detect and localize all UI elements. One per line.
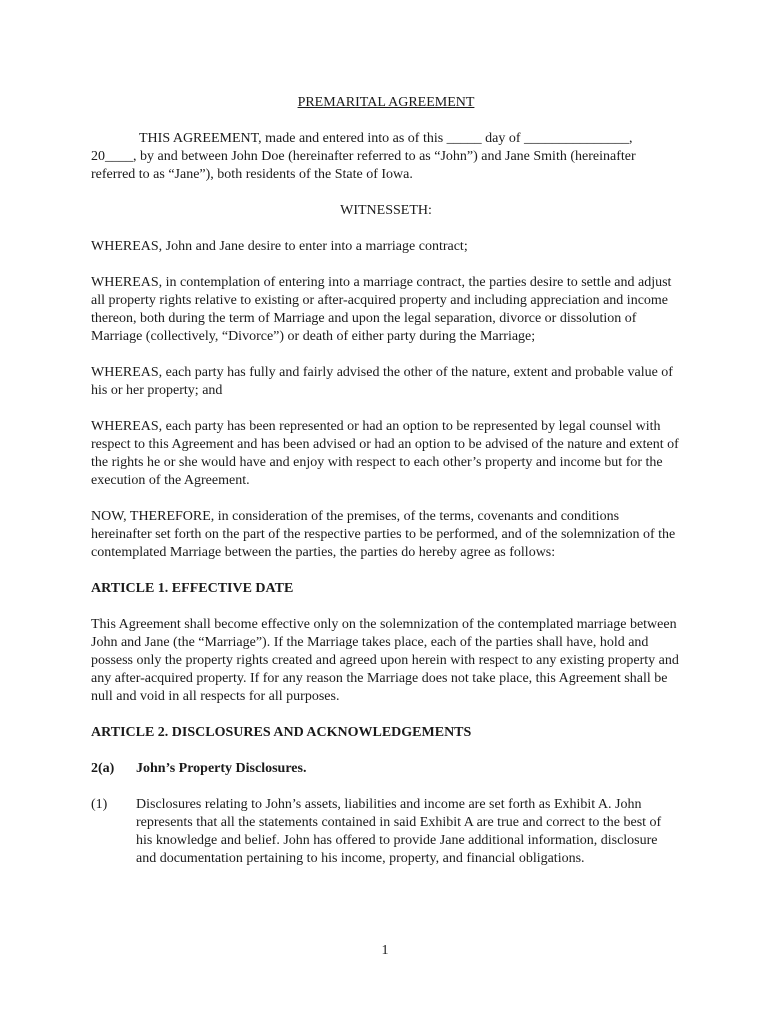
intro-paragraph: THIS AGREEMENT, made and entered into as of this _____ day of _______________, 20____, by and between John Doe (hereinafter referred to as “John”) and Jane Smith (hereinafter referred to as “Jane”), both residents of the State of Iowa. bbox=[91, 131, 636, 182]
whereas-paragraph-1: WHEREAS, John and Jane desire to enter into a marriage contract; bbox=[91, 239, 468, 254]
whereas-paragraph-4: WHEREAS, each party has been represented or had an option to be represented by legal counsel with respect to this Agreement and has been advised or had an option to be advised of the nature and extent of the rights he or she would have and enjoy with respect to each other’s property and income but for the execution of the Agreement. bbox=[91, 419, 679, 488]
page-number: 1 bbox=[381, 943, 389, 958]
witnesseth-heading: WITNESSETH: bbox=[340, 203, 432, 218]
item-1 bbox=[91, 796, 681, 868]
section-2a bbox=[91, 760, 681, 778]
now-therefore-paragraph: NOW, THEREFORE, in consideration of the premises, of the terms, covenants and conditions hereinafter set forth on the part of the respective parties to be performed, and of the solemnization of the contemplated Marriage between the parties, the parties do hereby agree as follows: bbox=[91, 509, 676, 560]
article-2-heading: ARTICLE 2. DISCLOSURES AND ACKNOWLEDGEMENTS bbox=[91, 725, 472, 740]
article-1-heading: ARTICLE 1. EFFECTIVE DATE bbox=[91, 581, 294, 596]
section-2a-heading: John’s Property Disclosures. bbox=[136, 761, 307, 776]
item-1-body: Disclosures relating to John’s assets, liabilities and income are set forth as Exhibit A. John represents that all the statements contained in said Exhibit A are true and correct to the best of his knowledge and belief. John has offered to provide Jane additional information, disclosure and documentation pertaining to his income, property, and financial obligations. bbox=[136, 797, 662, 866]
whereas-paragraph-3: WHEREAS, each party has fully and fairly advised the other of the nature, extent and probable value of his or her property; and bbox=[91, 365, 673, 398]
document-body bbox=[91, 94, 681, 886]
section-2a-number: 2(a) bbox=[91, 761, 115, 776]
document-title: PREMARITAL AGREEMENT bbox=[297, 95, 475, 110]
item-1-number: (1) bbox=[91, 797, 108, 812]
article-1-body: This Agreement shall become effective only on the solemnization of the contemplated marriage between John and Jane (the “Marriage”). If the Marriage takes place, each of the parties shall have, hold and possess only the property rights created and agreed upon herein with respect to any existing property and any after-acquired property. If for any reason the Marriage does not take place, this Agreement shall be null and void in all respects for all purposes. bbox=[91, 617, 679, 704]
whereas-paragraph-2: WHEREAS, in contemplation of entering into a marriage contract, the parties desire to settle and adjust all property rights relative to existing or after-acquired property and including appreciation and income thereon, both during the term of Marriage and upon the legal separation, divorce or dissolution of Marriage (collectively, “Divorce”) or death of either party during the Marriage; bbox=[91, 275, 672, 344]
